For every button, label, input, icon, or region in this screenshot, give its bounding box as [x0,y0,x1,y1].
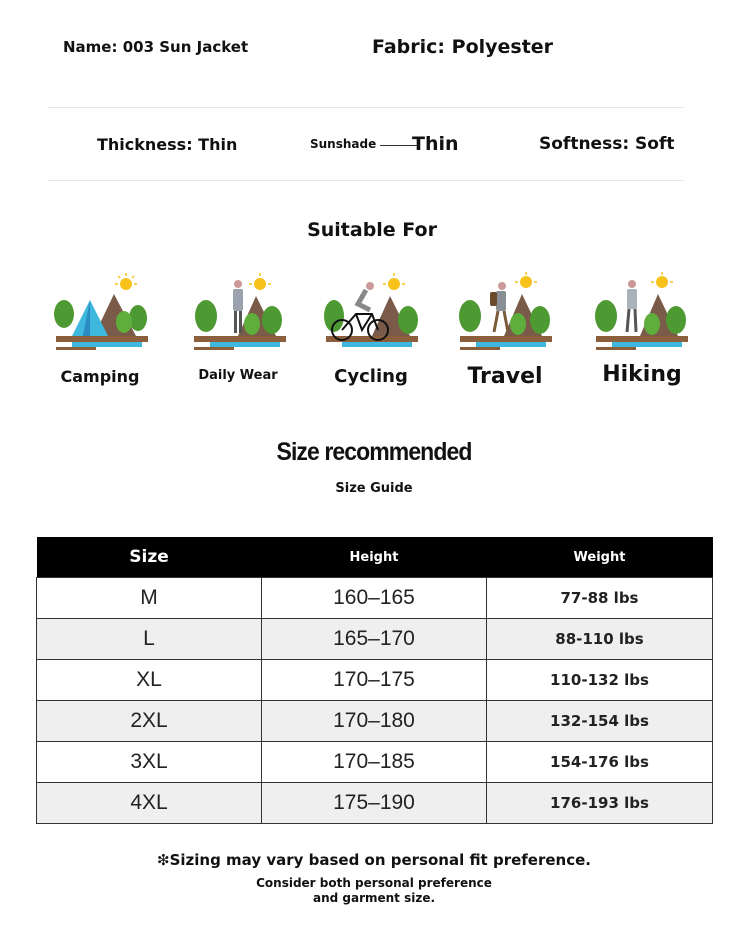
cell-height: 175–190 [262,783,487,824]
divider-bottom [48,180,684,181]
table-row [37,783,713,824]
activity-label-hiking: Hiking [602,362,682,387]
table-row [37,619,713,660]
cell-size: 3XL [37,742,262,783]
cell-size: M [37,578,262,619]
cell-height: 170–175 [262,660,487,701]
daily-wear-person-icon [190,270,290,360]
sizing-note-line1: Consider both personal preference [256,876,492,890]
cell-weight: 154-176 lbs [487,742,713,783]
softness-spec: Softness: Soft [539,134,675,154]
table-row [37,660,713,701]
cycling-bike-icon [322,270,422,360]
table-row [37,742,713,783]
sizing-note-line2: and garment size. [312,891,436,905]
header-size: Size [37,537,262,578]
camping-tent-icon [52,270,152,360]
activity-label-travel: Travel [467,364,543,389]
activity-label-camping: Camping [60,367,140,386]
header-weight: Weight [487,537,713,578]
cell-height: 160–165 [262,578,487,619]
cell-size: 2XL [37,701,262,742]
cell-weight: 110-132 lbs [487,660,713,701]
cell-weight: 88-110 lbs [487,619,713,660]
travel-backpacker-icon [456,270,556,360]
thickness-spec: Thickness: Thin [97,135,238,154]
header-height: Height [262,537,487,578]
cell-height: 170–185 [262,742,487,783]
table-row [37,701,713,742]
suitable-title: Suitable For [307,219,437,241]
sunshade-value: Thin [412,133,459,155]
cell-weight: 132-154 lbs [487,701,713,742]
cell-height: 165–170 [262,619,487,660]
size-section-title: Size recommended [276,438,472,466]
sizing-note: ❇Sizing may vary based on personal fit preference. [157,851,591,869]
cell-size: XL [37,660,262,701]
cell-height: 170–180 [262,701,487,742]
product-name: Name: 003 Sun Jacket [63,38,249,56]
cell-weight: 176-193 lbs [487,783,713,824]
divider-top [48,107,684,108]
activity-label-daily-wear: Daily Wear [198,368,278,383]
cell-weight: 77-88 lbs [487,578,713,619]
size-guide-subtitle: Size Guide [335,481,413,496]
table-header-row [37,537,713,578]
activity-label-cycling: Cycling [334,366,408,387]
sunshade-label: Sunshade [310,137,377,151]
cell-size: 4XL [37,783,262,824]
cell-size: L [37,619,262,660]
hiking-person-icon [592,270,692,360]
size-table [36,537,713,824]
table-row [37,578,713,619]
fabric-spec: Fabric: Polyester [372,36,554,58]
